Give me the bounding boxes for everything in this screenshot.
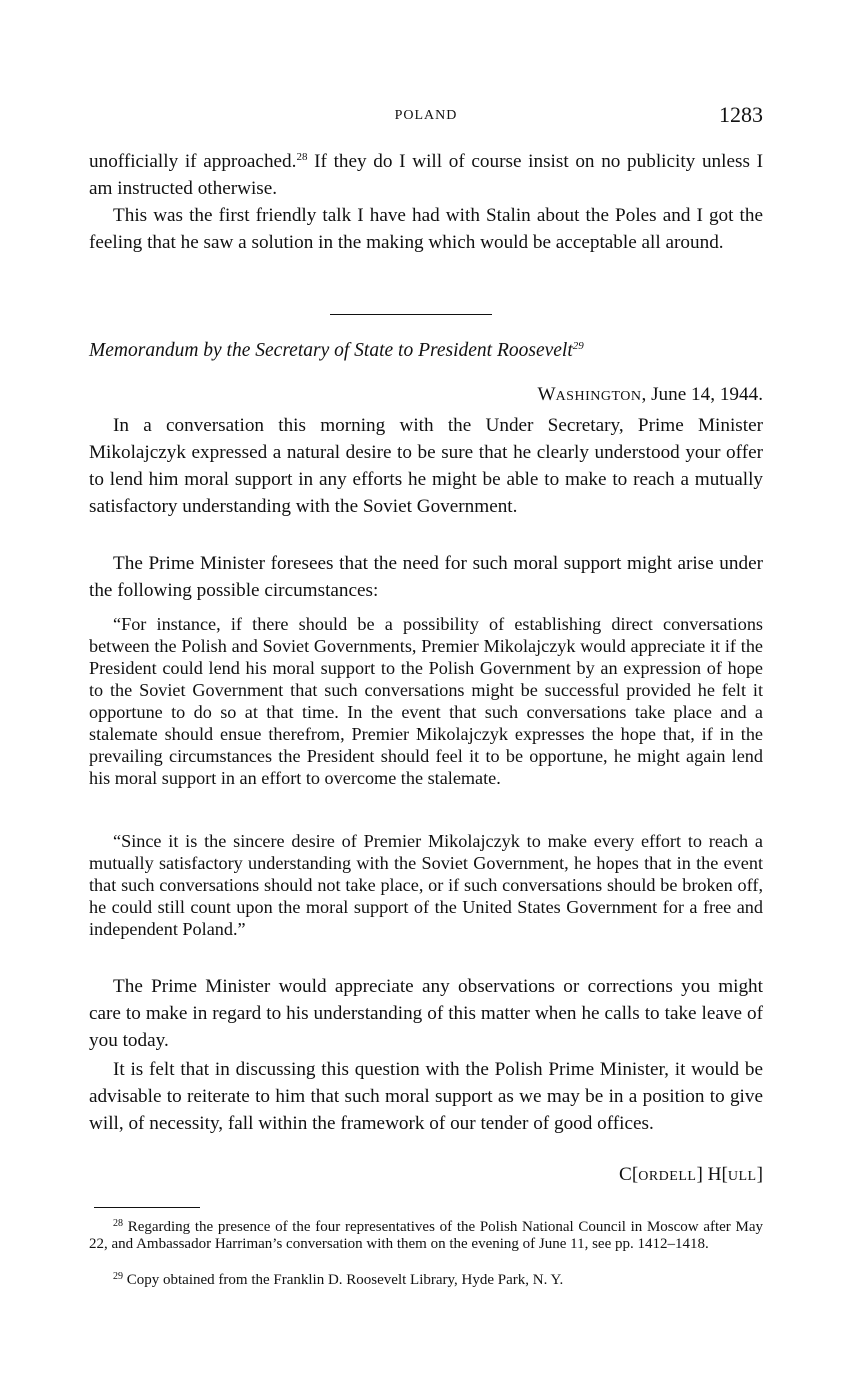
footnote-29-mark: 29 [113,1271,123,1282]
page-number: 1283 [719,102,763,127]
signature-ull: ULL [727,1169,757,1184]
memo-paragraph-1: In a conversation this morning with the Under Secretary, Prime Minister Mikolajczyk expressed a natural desire to be sure that he clearly understood your offer to lend him moral support in any efforts he might be able to make to reach a mutually satisfactory understanding with the Soviet Government. [89,415,763,517]
dateline-place: ASHINGTON [555,389,642,404]
continuation-text: unofficially if approached. [89,151,297,172]
continuation-paragraph [89,148,763,202]
quote-paragraph-1: “For instance, if there should be a possibility of establishing direct conversations between the Polish and Soviet Governments, Premier Mikolajczyk would appreciate it if the President could lend his moral support to the Polish Government by an expression of hope to the Soviet Government that such conversations might be successful provided he felt it opportune to do so at that time. In the event that such conversations take place and a stalemate should ensue therefrom, Premier Mikolajczyk expresses the hope that, if in the prevailing circumstances the President should feel it to be opportune, he might again lend his moral support in an effort to overcome the stalemate. [89,614,763,788]
dateline [537,382,763,410]
footnote-28-text: Regarding the presence of the four representatives of the Polish National Council in Moscow after May 22, and Ambassador Harriman’s conversation with them on the evening of June 11, see pp. 1412–1418. [89,1219,763,1252]
footnote-divider [94,1207,200,1208]
page-header [89,102,763,132]
friendly-talk-paragraph: This was the first friendly talk I have had with Stalin about the Poles and I got the feeling that he saw a solution in the making which would be acceptable all around. [89,205,763,253]
memo-title [89,338,763,364]
section-divider [330,314,492,315]
quote-paragraph-2: “Since it is the sincere desire of Premier Mikolajczyk to make every effort to reach a mutually satisfactory understanding with the Soviet Government, he hopes that in the event that such conversations should not take place, or if such conversations should be broken off, he could still count upon the moral support of the United States Government for a free and independent Poland.” [89,831,763,939]
memo-paragraph-3: The Prime Minister would appreciate any observations or corrections you might care to make in regard to his understanding of this matter when he calls to take leave of you today. [89,976,763,1051]
signature-c: C[ [619,1164,639,1185]
signature-ordell: ORDELL [638,1169,697,1184]
signature-mid: ] H[ [696,1164,728,1185]
dateline-place-initial: W [537,384,556,405]
memo-paragraph-2: The Prime Minister foresees that the need for such moral support might arise under the following possible circumstances: [89,553,763,601]
signature [619,1162,763,1190]
footnote-ref-29: 29 [572,340,584,352]
continuation-text-rest: If they do I will of course insist on no publicity unless I am instructed otherwise. [89,151,763,199]
memo-paragraph-4: It is felt that in discussing this question with the Polish Prime Minister, it would be advisable to reiterate to him that such moral support as we may be in a position to give will, of necessity, fall within the framework of our tender of good offices. [89,1059,763,1134]
footnote-29 [89,1272,763,1289]
footnote-28 [89,1219,763,1253]
running-head: POLAND [394,108,458,123]
dateline-date: , June 14, 1944. [641,384,763,405]
footnote-29-text: Copy obtained from the Franklin D. Roosevelt Library, Hyde Park, N. Y. [123,1272,564,1288]
footnote-ref-28: 28 [296,151,308,163]
signature-end: ] [756,1164,763,1185]
memo-title-text: Memorandum by the Secretary of State to President Roosevelt [89,340,573,361]
footnote-28-mark: 28 [113,1218,123,1229]
